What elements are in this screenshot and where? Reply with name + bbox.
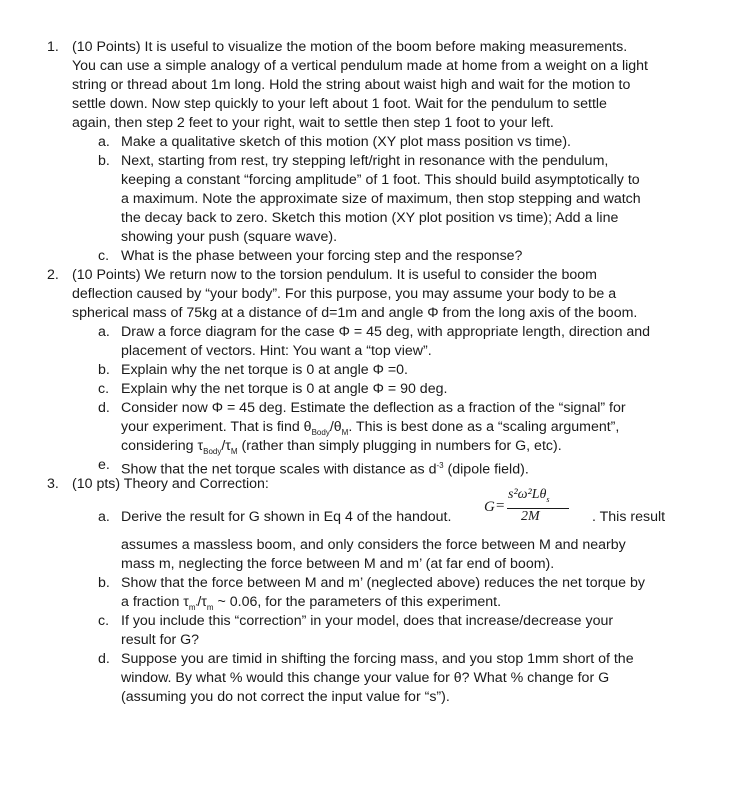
q3a-text-line: Derive the result for G shown in Eq 4 of the handout. — [121, 509, 452, 525]
q1b-text-line: Next, starting from rest, try stepping left/right in resonance with the pendulum, — [121, 153, 609, 169]
q2d-text-segment: . This is best done as a “scaling argument”, — [348, 419, 620, 435]
q1b-text-line: a maximum. Note the approximate size of maximum, then stop stepping and watch — [121, 191, 641, 207]
formula-numerator — [508, 487, 550, 504]
q3a-text-line: mass m, neglecting the force between M and m’ (at far end of boom). — [121, 556, 555, 572]
q1a-text: Make a qualitative sketch of this motion (XY plot mass position vs time). — [121, 134, 571, 150]
q2d-text-line: Consider now Φ = 45 deg. Estimate the deflection as a fraction of the “signal” for — [121, 400, 626, 416]
g-formula — [484, 488, 588, 528]
theta-m-subscript: M — [341, 427, 349, 437]
q3b-text-segment: ~ 0.06, for the parameters of this experiment. — [213, 594, 502, 610]
q3a-text-after-formula: . This result — [592, 509, 666, 525]
q3a-label: a. — [98, 509, 110, 525]
inverse-cube-exponent: -3 — [436, 461, 444, 470]
tau-mprime-subscript: m’ — [188, 602, 198, 612]
q2d-text-segment: (rather than simply plugging in numbers for G, etc). — [237, 438, 562, 454]
q1-text-line: again, then step 2 feet to your right, wait to settle then step 1 foot to your left. — [72, 115, 554, 131]
q1-text-line: settle down. Now step quickly to your left about 1 foot. Wait for the pendulum to settle — [72, 96, 607, 112]
q2-number: 2. — [47, 267, 59, 283]
q2d-text-segment: considering τ — [121, 438, 204, 454]
tau-body-subscript: Body — [203, 446, 222, 456]
q3d-text-line: window. By what % would this change your value for θ? What % change for G — [121, 670, 610, 686]
q3-heading: (10 pts) Theory and Correction: — [72, 476, 269, 492]
q1a-label: a. — [98, 134, 110, 150]
formula-numerator-text: s²ω²Lθ — [508, 487, 547, 502]
q1c-label: c. — [98, 248, 110, 264]
tau-m-subscript: M — [230, 446, 238, 456]
q3c-text-line: result for G? — [121, 632, 200, 648]
q3b-text-segment: /τ — [197, 594, 207, 610]
q2c-label: c. — [98, 381, 110, 397]
q1b-text-line: the decay back to zero. Sketch this motion (XY plot position vs time); Add a line — [121, 210, 619, 226]
q2d-text-segment: /θ — [329, 419, 342, 435]
q3b-text-segment: a fraction τ — [121, 594, 189, 610]
formula-denominator: 2M — [521, 509, 540, 524]
q2e-text-segment: Show that the net torque scales with distance as d — [121, 461, 437, 478]
q1b-label: b. — [98, 153, 110, 169]
q2b-label: b. — [98, 362, 110, 378]
q2a-text-line: Draw a force diagram for the case Φ = 45 deg, with appropriate length, direction and — [121, 324, 651, 340]
q3a-text-line: assumes a massless boom, and only considers the force between M and nearby — [121, 537, 626, 553]
q1-text-line: (10 Points) It is useful to visualize the motion of the boom before making measurements. — [72, 39, 628, 55]
formula-equals: = — [496, 498, 505, 514]
q1b-text-line: showing your push (square wave). — [121, 229, 338, 245]
q2e-text-segment: (dipole field). — [443, 461, 529, 478]
q2b-text: Explain why the net torque is 0 at angle Φ =0. — [121, 362, 408, 378]
q3d-text-line: (assuming you do not correct the input value for “s”). — [121, 689, 450, 705]
q3c-text-line: If you include this “correction” in your model, does that increase/decrease your — [121, 613, 614, 629]
q1b-text-line: keeping a constant “forcing amplitude” of 1 foot. This should build asymptotically to — [121, 172, 640, 188]
tau-m-subscript: m — [206, 602, 214, 612]
q2-text-line: (10 Points) We return now to the torsion pendulum. It is useful to consider the boom — [72, 267, 597, 283]
q3c-label: c. — [98, 613, 110, 629]
q3b-label: b. — [98, 575, 110, 591]
formula-numerator-subscript: s — [546, 494, 550, 504]
q3d-label: d. — [98, 651, 110, 667]
q2a-label: a. — [98, 324, 110, 340]
q3-number: 3. — [47, 476, 59, 492]
q1-number: 1. — [47, 39, 59, 55]
formula-lhs: G — [484, 499, 495, 515]
q2c-text: Explain why the net torque is 0 at angle Φ = 90 deg. — [121, 381, 448, 397]
q2e-label: e. — [98, 457, 110, 473]
q2-text-line: deflection caused by “your body”. For this purpose, you may assume your body to be a — [72, 286, 617, 302]
q1c-text: What is the phase between your forcing step and the response? — [121, 248, 523, 264]
q2d-text-segment: /τ — [221, 438, 231, 454]
q2d-label: d. — [98, 400, 110, 416]
q2d-text-segment: your experiment. That is find θ — [121, 419, 312, 435]
q1-text-line: string or thread about 1m long. Hold the string about waist high and wait for the motion to — [72, 77, 631, 93]
q2a-text-line: placement of vectors. Hint: You want a “top view”. — [121, 343, 432, 359]
theta-body-subscript: Body — [311, 427, 330, 437]
q3d-text-line: Suppose you are timid in shifting the forcing mass, and you stop 1mm short of the — [121, 651, 634, 667]
q1-text-line: You can use a simple analogy of a vertical pendulum made at home from a weight on a light — [72, 58, 648, 74]
q3b-text-line: Show that the force between M and m’ (neglected above) reduces the net torque by — [121, 575, 645, 591]
q2-text-line: spherical mass of 75kg at a distance of d=1m and angle Φ from the long axis of the boom. — [72, 305, 638, 321]
